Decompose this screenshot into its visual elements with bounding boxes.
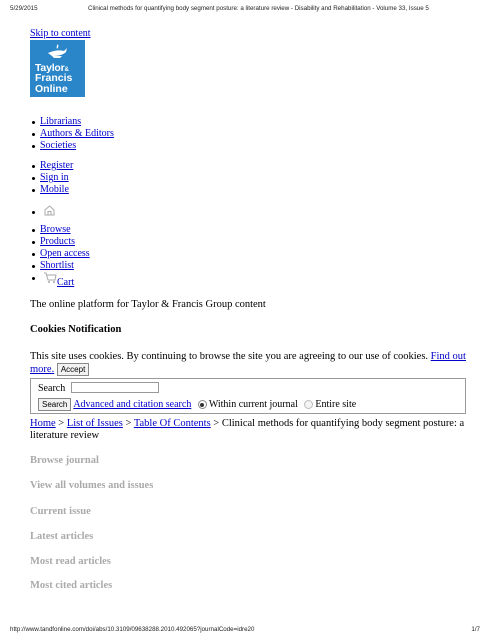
find-out-more-link[interactable]: Find out more. — [30, 351, 466, 375]
mobile-link[interactable]: Mobile — [40, 184, 69, 195]
logo-line1: Taylor — [35, 62, 65, 74]
logo-line3: Online — [35, 83, 68, 95]
nav-item-societies — [40, 140, 114, 152]
sidebar-all-volumes[interactable]: View all volumes and issues — [30, 480, 154, 491]
products-link[interactable]: Products — [40, 236, 75, 247]
scope-site-label: Entire site — [315, 399, 357, 410]
societies-link[interactable]: Societies — [40, 140, 77, 151]
nav-item-home — [40, 206, 90, 224]
register-link[interactable]: Register — [40, 160, 74, 171]
cart-label: Cart — [57, 277, 75, 288]
cookies-title: Cookies Notification — [30, 324, 122, 335]
breadcrumb-current: Clinical methods for quantifying body segment posture: a literature review — [30, 418, 465, 441]
print-page-number: 1/7 — [471, 626, 480, 633]
search-button[interactable]: Search — [38, 398, 71, 411]
search-input[interactable] — [71, 382, 159, 393]
print-date: 5/29/2015 — [10, 5, 38, 12]
librarians-link[interactable]: Librarians — [40, 116, 82, 127]
search-label: Search — [38, 383, 66, 394]
nav-item-librarians — [40, 116, 114, 128]
print-url: http://www.tandfonline.com/doi/abs/10.3109/09638288.2010.492065?journalCode=idre20 — [10, 626, 255, 633]
scope-journal-label: Within current journal — [208, 399, 298, 410]
sidebar-most-cited[interactable]: Most cited articles — [30, 580, 113, 591]
nav-item-shortlist — [40, 260, 90, 272]
print-header — [10, 5, 484, 15]
cart-link[interactable] — [40, 277, 74, 288]
breadcrumb-sep: > — [125, 418, 132, 429]
nav-item-products — [40, 236, 90, 248]
nav-item-signin — [40, 172, 73, 184]
nav-item-cart — [40, 272, 90, 290]
browse-link[interactable]: Browse — [40, 224, 71, 235]
skip-to-content-link[interactable]: Skip to content — [30, 28, 91, 39]
lamp-icon — [46, 44, 68, 60]
scope-journal-radio[interactable] — [198, 400, 207, 409]
site-logo[interactable] — [30, 40, 85, 97]
cookies-text: This site uses cookies. By continuing to browse the site you are agreeing to our use of cookies. — [30, 351, 429, 362]
nav-item-mobile — [40, 184, 73, 196]
print-title: Clinical methods for quantifying body segment posture: a literature review - Disability and Rehabilitation - Volume 33, Issue 5 — [88, 5, 429, 12]
nav-item-browse — [40, 224, 90, 236]
breadcrumb-sep: > — [58, 418, 65, 429]
logo-line2: Francis — [35, 72, 73, 84]
accept-cookies-button[interactable]: Accept — [57, 363, 89, 376]
nav-item-authors — [40, 128, 114, 140]
sidebar-most-read[interactable]: Most read articles — [30, 556, 111, 567]
site-tagline: The online platform for Taylor & Francis Group content — [30, 299, 266, 310]
main-nav — [40, 206, 90, 290]
sidebar-current-issue[interactable]: Current issue — [30, 506, 91, 517]
home-link[interactable] — [40, 209, 56, 220]
sign-in-link[interactable]: Sign in — [40, 172, 69, 183]
shortlist-link[interactable]: Shortlist — [40, 260, 74, 271]
authors-editors-link[interactable]: Authors & Editors — [40, 128, 114, 139]
account-links — [40, 160, 73, 196]
nav-item-register — [40, 160, 73, 172]
breadcrumb — [30, 418, 470, 442]
open-access-link[interactable]: Open access — [40, 248, 90, 259]
sidebar-latest-articles[interactable]: Latest articles — [30, 531, 94, 542]
search-panel — [30, 378, 466, 414]
sidebar-browse-journal[interactable]: Browse journal — [30, 455, 99, 466]
print-footer — [10, 626, 484, 636]
breadcrumb-toc[interactable]: Table Of Contents — [133, 418, 211, 429]
search-options — [38, 398, 356, 411]
home-icon — [43, 204, 56, 217]
top-links — [40, 116, 114, 152]
advanced-search-link[interactable]: Advanced and citation search — [73, 399, 192, 410]
logo-amp: & — [64, 67, 69, 73]
scope-site-radio[interactable] — [304, 400, 313, 409]
breadcrumb-issues[interactable]: List of Issues — [66, 418, 123, 429]
breadcrumb-sep: > — [213, 418, 220, 429]
nav-item-open-access — [40, 248, 90, 260]
breadcrumb-home[interactable]: Home — [30, 418, 56, 429]
cookies-notice — [30, 350, 470, 376]
cart-icon — [43, 271, 57, 284]
